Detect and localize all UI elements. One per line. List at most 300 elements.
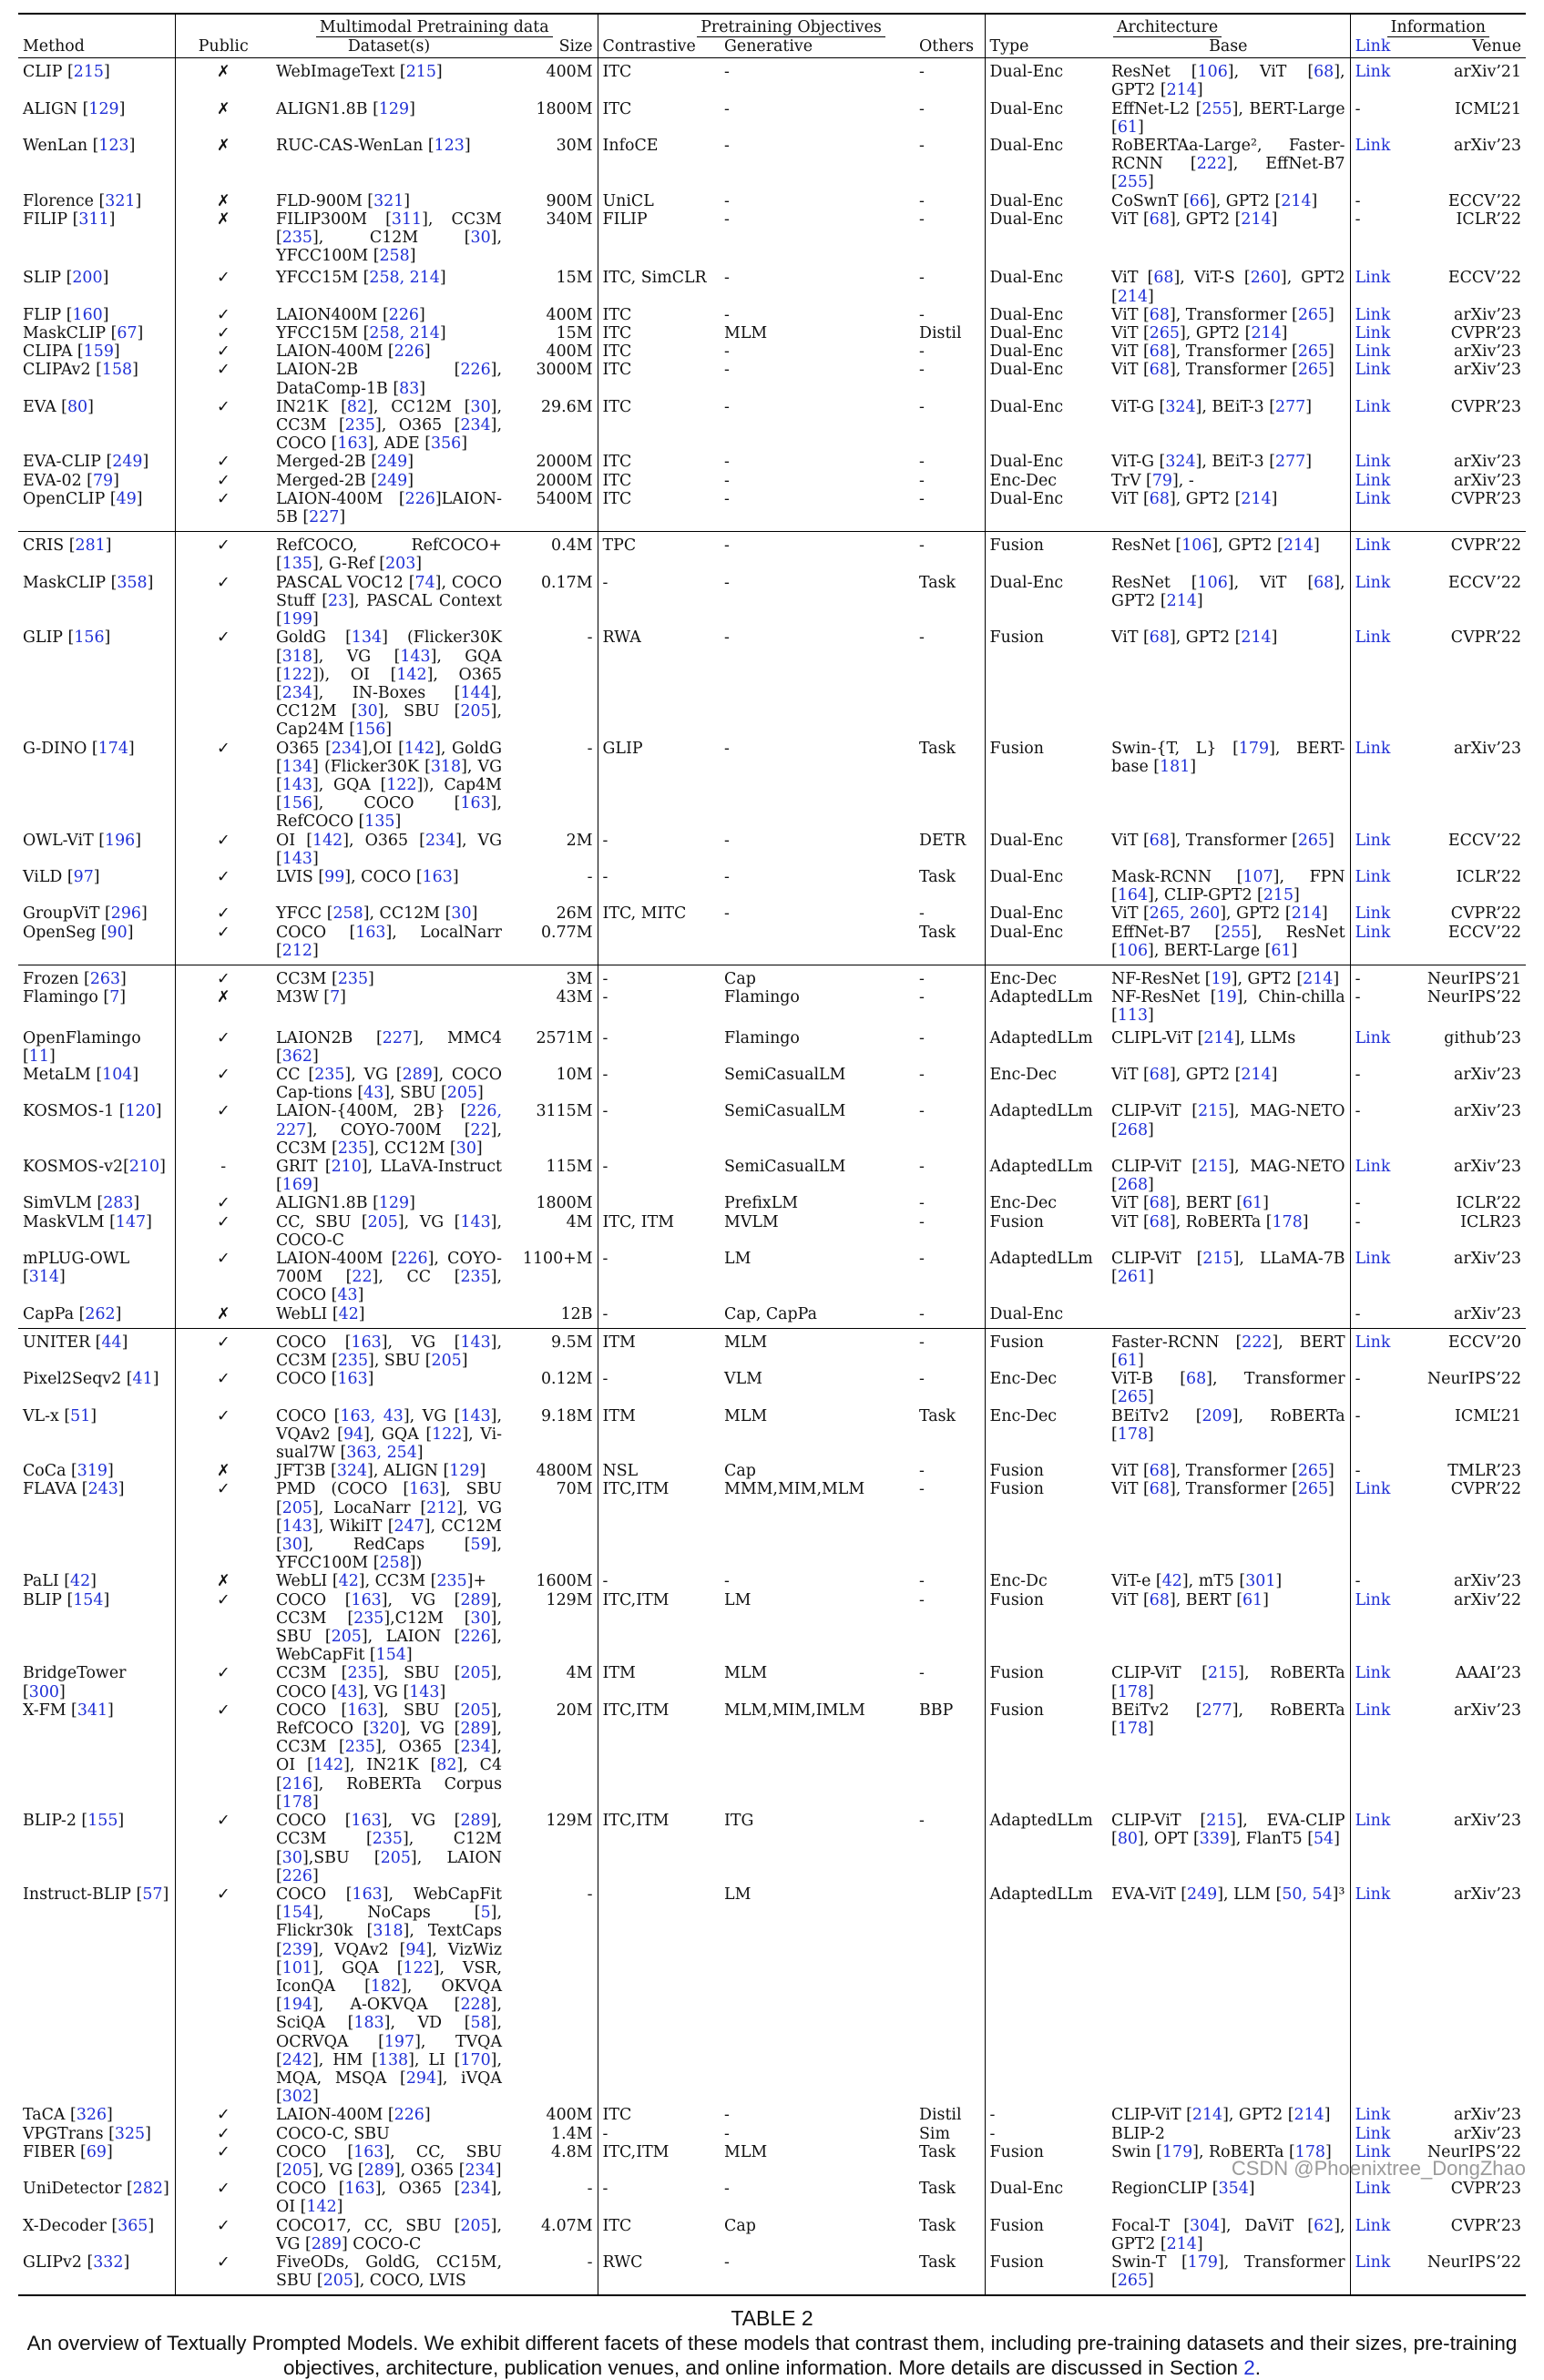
table-row bbox=[18, 58, 1526, 100]
cell-base: CLIP-ViT [215], MAG-NETO [268] bbox=[1111, 1157, 1345, 1195]
cell-generative: - bbox=[724, 361, 730, 380]
cell-link[interactable] bbox=[1350, 1591, 1411, 1665]
cell-size: 129M bbox=[546, 1812, 593, 1831]
cell-generative: - bbox=[724, 489, 730, 508]
paper-link[interactable]: Link bbox=[1355, 2106, 1391, 2125]
cell-base: BLIP-2 bbox=[1111, 2124, 1165, 2143]
cell-link[interactable] bbox=[1350, 306, 1411, 324]
cell-public: ✓ bbox=[175, 2106, 271, 2124]
cell-link[interactable] bbox=[1350, 490, 1411, 532]
cell-generative: SemiCasualLM bbox=[724, 1157, 846, 1176]
cell-public: ✗ bbox=[175, 137, 271, 192]
cell-generative: Flamingo bbox=[724, 1028, 800, 1047]
cell-method: MaskCLIP [358] bbox=[23, 573, 154, 592]
cell-size: 2M bbox=[566, 831, 593, 850]
paper-link[interactable]: Link bbox=[1355, 1812, 1391, 1831]
cell-others: - bbox=[915, 1328, 985, 1370]
table-row bbox=[18, 2106, 1526, 2124]
table-row bbox=[18, 2180, 1526, 2216]
cell-venue: AAAI’23 bbox=[1455, 1664, 1522, 1683]
table-row bbox=[18, 1158, 1526, 1194]
cell-contrastive: - bbox=[598, 2125, 720, 2143]
paper-link[interactable]: Link bbox=[1355, 923, 1391, 942]
col-datasets: Dataset(s) bbox=[271, 37, 506, 58]
cell-method: SLIP [200] bbox=[23, 269, 109, 288]
cell-generative: Cap bbox=[724, 2216, 756, 2235]
cell-contrastive: ITC,ITM bbox=[598, 1701, 720, 1812]
cell-type: Fusion bbox=[985, 2253, 1107, 2295]
cell-base: CLIP-ViT [215], LLaMA-7B [261] bbox=[1111, 1250, 1345, 1287]
table-row bbox=[18, 1026, 1526, 1066]
cell-link[interactable] bbox=[1350, 265, 1411, 305]
group-information: Information bbox=[1387, 19, 1489, 37]
col-method: Method bbox=[18, 37, 175, 58]
cell-generative: - bbox=[724, 305, 730, 324]
cell-base: ViT [68], ViT-S [260], GPT2 [214] bbox=[1111, 269, 1345, 306]
cell-base: TrV [79], - bbox=[1111, 471, 1194, 490]
paper-link[interactable]: Link bbox=[1355, 831, 1391, 850]
cell-datasets: RefCOCO, RefCOCO+ [135], G-Ref [203] bbox=[271, 532, 506, 574]
cell-base: ViT [265], GPT2 [214] bbox=[1111, 324, 1288, 343]
cell-link[interactable] bbox=[1350, 2125, 1411, 2143]
cell-generative: - bbox=[724, 397, 730, 416]
paper-link[interactable]: Link bbox=[1355, 1664, 1391, 1683]
cell-link[interactable] bbox=[1350, 2253, 1411, 2295]
cell-others: - bbox=[915, 965, 985, 988]
cell-link[interactable] bbox=[1350, 1158, 1411, 1194]
group-pretraining-data: Multimodal Pretraining data bbox=[316, 19, 553, 37]
cell-others: Distil bbox=[919, 324, 962, 343]
cell-public: ✗ bbox=[175, 1572, 271, 1590]
cell-contrastive: - bbox=[598, 1158, 720, 1194]
paper-link[interactable]: Link bbox=[1355, 453, 1391, 472]
cell-size: 4.07M bbox=[540, 2216, 593, 2235]
cell-contrastive: ITC bbox=[598, 453, 720, 471]
cell-base: ViT [68], Transformer [265] bbox=[1111, 1480, 1334, 1499]
paper-link[interactable]: Link bbox=[1355, 2142, 1391, 2161]
cell-base: Focal-T [304], DaViT [62], GPT2 [214] bbox=[1111, 2216, 1345, 2253]
cell-base: ViT [68], Transformer [265] bbox=[1111, 305, 1334, 324]
cell-others: Task bbox=[919, 867, 956, 886]
cell-others: Task bbox=[919, 2216, 956, 2235]
cell-public: ✓ bbox=[175, 1213, 271, 1250]
cell-contrastive: ITC,ITM bbox=[598, 1480, 720, 1572]
cell-venue: ECCV’22 bbox=[1447, 269, 1522, 288]
cell-others: BBP bbox=[919, 1701, 954, 1720]
cell-type: Fusion bbox=[985, 1664, 1107, 1701]
cell-contrastive: - bbox=[598, 1102, 720, 1158]
cell-link: - bbox=[1350, 965, 1411, 988]
cell-method: MetaLM [104] bbox=[23, 1065, 139, 1084]
cell-base: BEiTv2 [209], RoBERTa [178] bbox=[1111, 1406, 1345, 1444]
cell-others: - bbox=[919, 397, 925, 416]
cell-link: - bbox=[1350, 100, 1411, 137]
caption-text: An overview of Textually Prompted Models. We exhibit different facets of these models that contrast them, including pre-training datasets and their sizes, pre-training objectives, architecture, publication venues, and online information. More details are discussed in Section 2. bbox=[26, 2332, 1518, 2380]
cell-size: 400M bbox=[546, 2106, 593, 2125]
cell-size: 26M bbox=[556, 904, 593, 924]
cell-datasets: YFCC15M [258, 214] bbox=[276, 269, 446, 288]
cell-venue: CVPR’22 bbox=[1450, 904, 1522, 924]
cell-link[interactable] bbox=[1350, 361, 1411, 397]
cell-public: ✓ bbox=[175, 1407, 271, 1463]
cell-size: 129M bbox=[546, 1590, 593, 1609]
cell-size: 4.8M bbox=[551, 2142, 593, 2161]
cell-venue: arXiv’23 bbox=[1453, 137, 1522, 156]
overview-table bbox=[18, 13, 1526, 2296]
cell-contrastive: ITM bbox=[598, 1328, 720, 1370]
cell-venue: arXiv’23 bbox=[1453, 1250, 1522, 1268]
cell-base: EffNet-B7 [255], ResNet [106], BERT-Large [61] bbox=[1111, 923, 1345, 960]
cell-method: X-Decoder [365] bbox=[23, 2216, 155, 2235]
cell-base: ViT [68], Transformer [265] bbox=[1111, 831, 1334, 850]
cell-venue: CVPR’23 bbox=[1450, 2216, 1522, 2235]
cell-type: AdaptedLLm bbox=[985, 1102, 1107, 1158]
cell-venue: arXiv’23 bbox=[1453, 1102, 1522, 1121]
watermark: CSDN @Phoenixtree_DongZhao bbox=[1231, 2157, 1526, 2180]
cell-public: ✓ bbox=[175, 324, 271, 342]
cell-venue: CVPR’23 bbox=[1450, 397, 1522, 416]
table-row bbox=[18, 965, 1526, 988]
cell-venue: arXiv’23 bbox=[1453, 1885, 1522, 1904]
cell-datasets: GoldG [134] (Flicker30K [318], VG [143], GQA [122]), OI [142], O365 [234], IN-Boxes [144], CC12M [30], SBU [205], Cap24M [156] bbox=[276, 628, 502, 740]
cell-method: GLIP [156] bbox=[23, 628, 111, 648]
cell-link[interactable] bbox=[1350, 342, 1411, 361]
cell-size: 1600M bbox=[536, 1572, 593, 1591]
paper-link[interactable]: Link bbox=[1355, 397, 1391, 416]
cell-base: ViT [68], Transformer [265] bbox=[1111, 342, 1334, 362]
cell-contrastive: ITC,ITM bbox=[598, 2143, 720, 2180]
cell-venue: TMLR’23 bbox=[1447, 1462, 1522, 1481]
cell-type: Dual-Enc bbox=[985, 398, 1107, 454]
cell-public: ✓ bbox=[175, 1026, 271, 1066]
cell-datasets: LAION-400M [226], COYO-700M [22], CC [235], COCO [43] bbox=[276, 1250, 503, 1305]
cell-datasets: LAION-400M [226] bbox=[276, 342, 431, 362]
cell-public: ✗ bbox=[175, 100, 271, 137]
table-row bbox=[18, 1701, 1526, 1812]
cell-venue: NeurIPS’22 bbox=[1426, 1370, 1522, 1389]
cell-link[interactable] bbox=[1350, 1812, 1411, 1885]
paper-link[interactable]: Link bbox=[1355, 1590, 1391, 1609]
table-section bbox=[18, 532, 1526, 965]
cell-method: FLIP [160] bbox=[23, 305, 109, 324]
cell-method: CRIS [281] bbox=[18, 532, 175, 574]
cell-link[interactable] bbox=[1350, 628, 1411, 739]
group-architecture: Architecture bbox=[1113, 19, 1222, 37]
cell-datasets: IN21K [82], CC12M [30], CC3M [235], O365 [234], COCO [163], ADE [356] bbox=[276, 397, 502, 454]
paper-link[interactable]: Link bbox=[1355, 63, 1391, 82]
table-row bbox=[18, 832, 1526, 868]
cell-public: ✗ bbox=[175, 192, 271, 210]
cell-method: TaCA [326] bbox=[23, 2106, 113, 2125]
cell-type: Dual-Enc bbox=[985, 832, 1107, 868]
cell-link[interactable] bbox=[1350, 1328, 1411, 1370]
cell-datasets: COCO [163, 43], VG [143], VQAv2 [94], GQA [122], Vi-sual7W [363, 254] bbox=[276, 1406, 503, 1463]
cell-method: UNITER [44] bbox=[18, 1328, 175, 1370]
table-row bbox=[18, 306, 1526, 324]
cell-method: Flamingo [7] bbox=[23, 988, 127, 1007]
paper-link[interactable]: Link bbox=[1355, 269, 1391, 288]
cell-size: - bbox=[587, 2180, 593, 2199]
cell-datasets: COCO [163], LocalNarr [212] bbox=[276, 923, 502, 960]
cell-venue: arXiv’23 bbox=[1453, 361, 1522, 380]
cell-method: Pixel2Seqv2 [41] bbox=[23, 1370, 159, 1389]
cell-method: KOSMOS-v2[210] bbox=[23, 1157, 166, 1176]
cell-datasets: RUC-CAS-WenLan [123] bbox=[276, 137, 471, 156]
paper-link[interactable]: Link bbox=[1355, 2124, 1391, 2143]
cell-size: 0.17M bbox=[540, 573, 593, 592]
cell-link[interactable] bbox=[1350, 904, 1411, 923]
table-row bbox=[18, 1066, 1526, 1102]
paper-link[interactable]: Link bbox=[1355, 471, 1391, 490]
cell-size: 9.18M bbox=[540, 1406, 593, 1425]
cell-size: 2571M bbox=[536, 1028, 593, 1047]
table-row bbox=[18, 265, 1526, 305]
cell-link[interactable] bbox=[1350, 2180, 1411, 2216]
cell-contrastive: ITC, SimCLR bbox=[598, 265, 720, 305]
cell-public: ✓ bbox=[175, 2253, 271, 2295]
paper-link[interactable]: Link bbox=[1355, 2180, 1391, 2199]
cell-base: Swin [179], RoBERTa [178] bbox=[1111, 2142, 1332, 2161]
cell-type: - bbox=[985, 2106, 1107, 2124]
cell-link[interactable] bbox=[1350, 1664, 1411, 1701]
cell-generative: PrefixLM bbox=[724, 1194, 799, 1213]
cell-type: Dual-Enc bbox=[985, 192, 1107, 210]
cell-contrastive: TPC bbox=[598, 532, 720, 574]
cell-type: Fusion bbox=[985, 1213, 1107, 1250]
cell-venue: NeurIPS’22 bbox=[1426, 2142, 1522, 2161]
table-row bbox=[18, 1462, 1526, 1480]
cell-generative: MMM,MIM,MLM bbox=[724, 1480, 865, 1499]
cell-generative: - bbox=[724, 137, 730, 156]
cell-contrastive: ITC bbox=[598, 58, 720, 100]
cell-public: ✓ bbox=[175, 398, 271, 454]
cell-type: Fusion bbox=[985, 1462, 1107, 1480]
cell-datasets: LAION-400M [226]LAION-5B [227] bbox=[276, 489, 502, 527]
cell-datasets: LAION2B [227], MMC4 [362] bbox=[276, 1028, 503, 1066]
cell-link[interactable] bbox=[1350, 574, 1411, 629]
cell-datasets: COCO [163], WebCapFit [154], NoCaps [5], Flickr30k [318], TextCaps [239], VQAv2 [94], VizWiz [101], GQA [122], VSR, IconQA [182], OKVQA [194], A-OKVQA [228], SciQA [183], VD [58], OCRVQA [197], TVQA [242], HM [138], LI [170], MQA, MSQA [294], iVQA [302] bbox=[276, 1885, 503, 2107]
cell-link[interactable] bbox=[1350, 58, 1411, 100]
cell-others: - bbox=[919, 1480, 925, 1499]
table-section bbox=[18, 1328, 1526, 2295]
cell-size: 0.77M bbox=[540, 923, 593, 942]
cell-base: NF-ResNet [19], GPT2 [214] bbox=[1107, 965, 1350, 988]
cell-method: EVA-CLIP [249] bbox=[23, 453, 149, 472]
cell-type: AdaptedLLm bbox=[985, 1250, 1107, 1305]
cell-type: Fusion bbox=[985, 2217, 1107, 2253]
cell-generative: MLM bbox=[724, 2142, 768, 2161]
cell-generative: - bbox=[724, 628, 730, 648]
paper-link[interactable]: Link bbox=[1355, 324, 1391, 343]
table-container bbox=[18, 13, 1526, 2380]
paper-link[interactable]: Link bbox=[1355, 1250, 1391, 1268]
cell-datasets: LAION-400M [226] bbox=[276, 2106, 431, 2125]
cell-contrastive: UniCL bbox=[598, 192, 720, 210]
cell-method: MaskVLM [147] bbox=[23, 1212, 152, 1231]
cell-size: 1.4M bbox=[551, 2124, 593, 2143]
cell-base: ResNet [106], GPT2 [214] bbox=[1107, 532, 1350, 574]
cell-venue: NeurIPS’22 bbox=[1411, 2253, 1526, 2295]
cell-size: 400M bbox=[546, 305, 593, 324]
paper-link[interactable]: Link bbox=[1355, 342, 1391, 362]
cell-others: - bbox=[919, 1812, 925, 1831]
cell-type: Dual-Enc bbox=[985, 58, 1107, 100]
cell-link: - bbox=[1350, 1370, 1411, 1406]
paper-link[interactable]: Link bbox=[1355, 361, 1391, 380]
cell-datasets: M3W [7] bbox=[276, 988, 346, 1007]
cell-link[interactable] bbox=[1350, 832, 1411, 868]
cell-size: 3115M bbox=[536, 1102, 593, 1121]
cell-others: Task bbox=[915, 2253, 985, 2295]
cell-link[interactable] bbox=[1350, 2217, 1411, 2253]
cell-others: - bbox=[919, 988, 925, 1007]
paper-link[interactable]: Link bbox=[1355, 2252, 1391, 2272]
paper-link[interactable]: Link bbox=[1355, 305, 1391, 324]
cell-public: ✓ bbox=[175, 1664, 271, 1701]
cell-link[interactable] bbox=[1350, 472, 1411, 490]
cell-venue: arXiv’23 bbox=[1453, 342, 1522, 362]
cell-contrastive: ITC bbox=[598, 361, 720, 397]
cell-public: ✓ bbox=[175, 628, 271, 739]
cell-link[interactable] bbox=[1350, 1701, 1411, 1812]
cell-base: ResNet [106], ViT [68], GPT2 [214] bbox=[1111, 63, 1345, 100]
cell-others: Distil bbox=[919, 2106, 962, 2125]
cell-public: ✓ bbox=[175, 2217, 271, 2253]
paper-link[interactable]: Link bbox=[1355, 1028, 1391, 1047]
cell-public: ✓ bbox=[175, 306, 271, 324]
table-row bbox=[18, 1812, 1526, 1885]
table-row bbox=[18, 868, 1526, 904]
cell-method: OWL-ViT [196] bbox=[23, 831, 142, 850]
cell-generative: SemiCasualLM bbox=[724, 1065, 846, 1084]
cell-datasets: COCO17, CC, SBU [205], VG [289] COCO-C bbox=[276, 2216, 502, 2253]
cell-public: ✓ bbox=[175, 361, 271, 397]
cell-type: Dual-Enc bbox=[985, 574, 1107, 629]
cell-datasets: COCO [163], VG [289], CC3M [235],C12M [30], SBU [205], LAION [226], WebCapFit [154] bbox=[276, 1590, 502, 1665]
paper-link[interactable]: Link bbox=[1355, 1157, 1391, 1176]
cell-venue: CVPR’22 bbox=[1411, 532, 1526, 574]
cell-contrastive: - bbox=[598, 1305, 720, 1329]
paper-link[interactable]: Link bbox=[1355, 1480, 1391, 1499]
table-row bbox=[18, 988, 1526, 1025]
cell-generative: - bbox=[724, 1572, 730, 1591]
cell-size: 900M bbox=[546, 191, 593, 210]
cell-link[interactable] bbox=[1350, 924, 1411, 965]
cell-link[interactable] bbox=[1350, 324, 1411, 342]
paper-link[interactable]: Link bbox=[1355, 489, 1391, 508]
cell-venue: ECCV’22 bbox=[1447, 573, 1522, 592]
cell-venue: arXiv’23 bbox=[1453, 305, 1522, 324]
cell-venue: arXiv’23 bbox=[1453, 739, 1522, 758]
cell-type: Dual-Enc bbox=[985, 924, 1107, 965]
cell-contrastive bbox=[598, 1194, 720, 1212]
cell-datasets: O365 [234],OI [142], GoldG [134] (Flicker30K [318], VG [143], GQA [122]), Cap4M [156], COCO [163], RefCOCO [135] bbox=[276, 739, 502, 832]
cell-link[interactable] bbox=[1350, 1250, 1411, 1305]
cell-base: CLIPL-ViT [214], LLMs bbox=[1111, 1028, 1296, 1047]
cell-link[interactable] bbox=[1350, 453, 1411, 471]
cell-contrastive: RWA bbox=[598, 628, 720, 739]
paper-link[interactable]: Link bbox=[1355, 628, 1391, 648]
cell-generative: - bbox=[720, 532, 915, 574]
paper-link[interactable]: Link bbox=[1355, 137, 1391, 156]
cell-venue: CVPR’23 bbox=[1450, 2180, 1522, 2199]
cell-datasets: JFT3B [324], ALIGN [129] bbox=[276, 1462, 486, 1481]
paper-link[interactable]: Link bbox=[1355, 1885, 1391, 1904]
cell-base bbox=[1107, 1305, 1350, 1329]
cell-others: - bbox=[919, 1028, 925, 1047]
cell-contrastive: - bbox=[598, 1026, 720, 1066]
cell-size: 15M bbox=[556, 324, 593, 343]
cell-base: ViT [68], BERT [61] bbox=[1111, 1590, 1269, 1609]
cell-link[interactable] bbox=[1350, 1885, 1411, 2106]
cell-link: - bbox=[1350, 1066, 1411, 1102]
cell-generative: MLM,MIM,IMLM bbox=[724, 1701, 865, 1720]
cell-contrastive: ITM bbox=[598, 1407, 720, 1463]
cell-others: - bbox=[919, 1250, 925, 1268]
table-row bbox=[18, 361, 1526, 397]
cell-link[interactable] bbox=[1350, 532, 1411, 574]
cell-type: Fusion bbox=[985, 740, 1107, 832]
cell-base: BEiTv2 [277], RoBERTa [178] bbox=[1111, 1701, 1345, 1739]
cell-link[interactable] bbox=[1350, 2106, 1411, 2124]
cell-contrastive: FILIP bbox=[598, 210, 720, 266]
cell-datasets: LAION400M [226] bbox=[276, 305, 425, 324]
cell-link[interactable] bbox=[1350, 137, 1411, 192]
cell-size: 1800M bbox=[536, 99, 593, 118]
cell-size: 3000M bbox=[536, 361, 593, 380]
cell-link[interactable] bbox=[1350, 1026, 1411, 1066]
cell-generative: - bbox=[724, 453, 730, 472]
paper-link[interactable]: Link bbox=[1355, 867, 1391, 886]
cell-base: CLIP-ViT [215], MAG-NETO [268] bbox=[1111, 1102, 1345, 1139]
paper-link[interactable]: Link bbox=[1355, 739, 1391, 758]
cell-method: KOSMOS-1 [120] bbox=[23, 1102, 162, 1121]
cell-size: 0.12M bbox=[540, 1370, 593, 1389]
cell-type: Fusion bbox=[985, 1480, 1107, 1572]
cell-link[interactable] bbox=[1350, 398, 1411, 454]
cell-generative: MLM bbox=[724, 1406, 768, 1425]
cell-link: - bbox=[1350, 1572, 1411, 1590]
cell-generative: MLM bbox=[720, 1328, 915, 1370]
cell-others: - bbox=[919, 1304, 925, 1323]
paper-link[interactable]: Link bbox=[1355, 1333, 1391, 1352]
paper-link[interactable]: Link bbox=[1355, 2216, 1391, 2235]
cell-datasets: COCO [163], CC, SBU [205], VG [289], O365 [234] bbox=[276, 2142, 502, 2180]
paper-link[interactable]: Link bbox=[1355, 1701, 1391, 1720]
cell-contrastive: NSL bbox=[598, 1462, 720, 1480]
cell-contrastive: InfoCE bbox=[598, 137, 720, 192]
cell-public: ✓ bbox=[175, 904, 271, 923]
cell-link[interactable] bbox=[1350, 740, 1411, 832]
table-row bbox=[18, 1328, 1526, 1370]
cell-link[interactable] bbox=[1350, 868, 1411, 904]
cell-datasets: PMD (COCO [163], SBU [205], LocaNarr [212], VG [143], WikiIT [247], CC12M [30], RedCaps [59], YFCC100M [258]) bbox=[276, 1480, 503, 1573]
cell-datasets: WebImageText [215] bbox=[276, 63, 443, 82]
cell-others: - bbox=[919, 1462, 925, 1481]
paper-link[interactable]: Link bbox=[1355, 536, 1391, 556]
paper-link[interactable]: Link bbox=[1355, 573, 1391, 592]
paper-link[interactable]: Link bbox=[1355, 904, 1391, 924]
cell-method: OpenFlamingo [11] bbox=[23, 1028, 141, 1066]
cell-link: - bbox=[1350, 1213, 1411, 1250]
cell-method: CapPa [262] bbox=[23, 1304, 122, 1323]
cell-generative: - bbox=[724, 831, 730, 850]
cell-base: Swin-T [179], Transformer [265] bbox=[1107, 2253, 1350, 2295]
col-public: Public bbox=[175, 37, 271, 58]
cell-base: EVA-ViT [249], LLM [50, 54]³ bbox=[1111, 1885, 1345, 1904]
cell-link[interactable] bbox=[1350, 1480, 1411, 1572]
cell-link: - bbox=[1350, 1305, 1411, 1329]
